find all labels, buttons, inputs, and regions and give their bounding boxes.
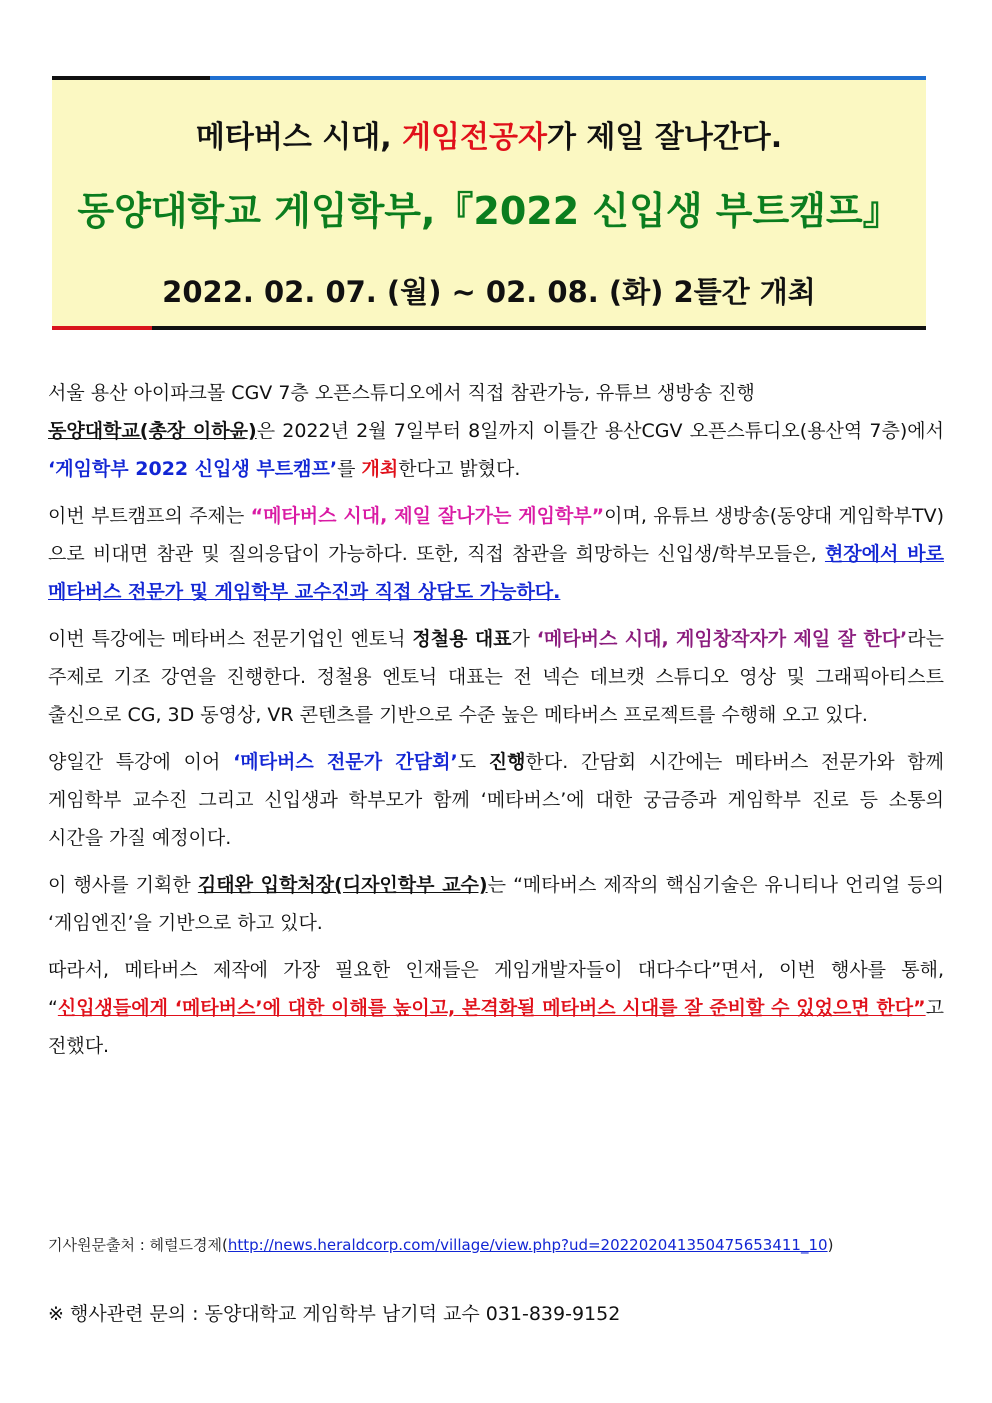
open-word: 개최 — [361, 458, 399, 480]
article-body — [48, 374, 944, 1074]
paragraph-1: 서울 용산 아이파크몰 CGV 7층 오픈스튜디오에서 직접 참관가능, 유튜브 생방송 진행 동양대학교(총장 이하윤)은 2022년 2월 7일부터 8일까지 이틀간 용산CGV 오픈스튜디오(용산역 7층)에서 ‘게임학부 2022 신입생 부트캠프’를 개최한다고 밝혔다. — [48, 382, 944, 480]
theme-quote: “메타버스 시대, 제일 잘나가는 게임학부” — [250, 505, 605, 527]
headline-2: 동양대학교 게임학부,『2022 신입생 부트캠프』 — [77, 189, 901, 233]
speaker-name: 정철용 대표 — [412, 628, 512, 650]
paragraph-2: 이번 부트캠프의 주제는 “메타버스 시대, 제일 잘나가는 게임학부”이며, 유튜브 생방송(동양대 게임학부TV)으로 비대면 참관 및 질의응답이 가능하다. 또한, 직접 참관을 희망하는 신입생/학부모들은, 현장에서 바로 메타버스 전문가 및 게임학부 교수진과 직접 상담도 가능하다. — [48, 505, 944, 603]
intro-line: 서울 용산 아이파크몰 CGV 7층 오픈스튜디오에서 직접 참관가능, 유튜브 생방송 진행 — [48, 382, 755, 404]
event-dates: 2022. 02. 07. (월) ~ 02. 08. (화) 2틀간 개최 — [162, 275, 816, 309]
lecture-topic: ‘메타버스 시대, 게임창작자가 제일 잘 한다’ — [536, 628, 908, 650]
headline-1: 메타버스 시대, 게임전공자가 제일 잘나간다. — [195, 120, 783, 155]
header-top-border-blue — [210, 76, 926, 80]
paragraph-3: 이번 특강에는 메타버스 전문기업인 엔토닉 정철용 대표가 ‘메타버스 시대, 게임창작자가 제일 잘 한다’라는 주제로 기조 강연을 진행한다. 정철용 엔토닉 대표는 전 넥슨 데브캣 스튜디오 영상 및 그래픽아티스트 출신으로 CG, 3D 동영상, VR 콘텐츠를 기반으로 수준 높은 메타버스 프로젝트를 수행해 오고 있다. — [48, 628, 944, 726]
contact-info: ※ 행사관련 문의 : 동양대학교 게임학부 남기덕 교수 031-839-9152 — [48, 1303, 621, 1325]
paragraph-5: 이 행사를 기획한 김태완 입학처장(디자인학부 교수)는 “메타버스 제작의 핵심기술은 유니티나 언리얼 등의 ‘게임엔진’을 기반으로 하고 있다. — [48, 874, 944, 934]
headline-highlight: 게임전공자 — [402, 120, 547, 155]
header-bottom-border-black — [152, 326, 926, 330]
article-source: 기사원문출처 : 헤럴드경제(http://news.heraldcorp.com/village/view.php?ud=20220204135047565341​1_10) — [48, 1236, 834, 1254]
progress-word: 진행 — [488, 751, 526, 773]
header-bottom-border-red — [52, 326, 152, 330]
org-name: 동양대학교(총장 이하윤) — [48, 420, 257, 442]
event-name: ‘게임학부 2022 신입생 부트캠프’ — [48, 458, 338, 480]
source-link[interactable]: http://news.heraldcorp.com/village/view.php?ud=20220204135047565341​1_10 — [227, 1236, 828, 1254]
session-name: ‘메타버스 전문가 간담회’ — [233, 751, 458, 773]
consult-highlight: 현장에서 바로 메타버스 전문가 및 게임학부 교수진과 직접 상담도 가능하다. — [48, 543, 944, 603]
header-top-border-black — [52, 76, 210, 80]
planner-name: 김태완 입학처장(디자인학부 교수) — [197, 874, 488, 896]
closing-quote: 신입생들에게 ‘메타버스’에 대한 이해를 높이고, 본격화될 메타버스 시대를 잘 준비할 수 있었으면 한다” — [57, 997, 926, 1019]
paragraph-4: 양일간 특강에 이어 ‘메타버스 전문가 간담회’도 진행한다. 간담회 시간에는 메타버스 전문가와 함께 게임학부 교수진 그리고 신입생과 학부모가 함께 ‘메타버스’에 대한 궁금증과 게임학부 진로 등 소통의 시간을 가질 예정이다. — [48, 751, 944, 849]
paragraph-6: 따라서, 메타버스 제작에 가장 필요한 인재들은 게임개발자들이 대다수다”면서, 이번 행사를 통해, “신입생들에게 ‘메타버스’에 대한 이해를 높이고, 본격화될 메타버스 시대를 잘 준비할 수 있었으면 한다”고 전했다. — [48, 959, 944, 1057]
